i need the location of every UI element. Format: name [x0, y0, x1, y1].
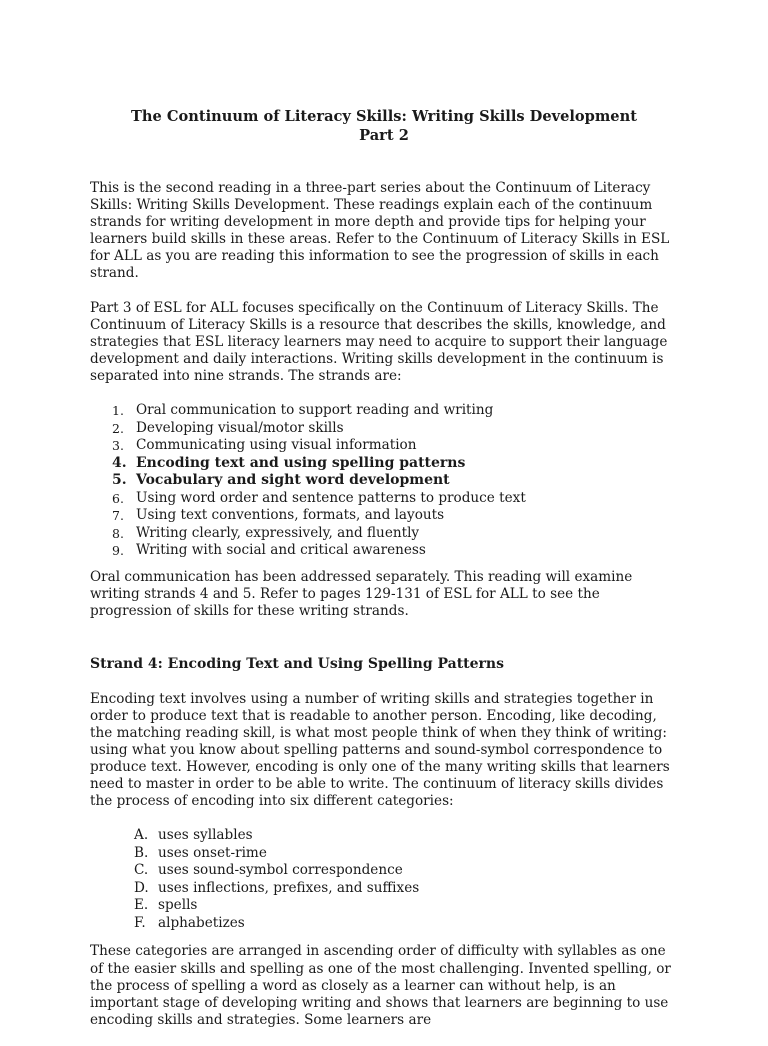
intro-paragraph-2: Part 3 of ESL for ALL focuses specifically on the Continuum of Literacy Skills. The Continuum of Literacy Skills is a resource that describes the skills, knowledge, and strategies that ESL literacy learners may need to acquire to support their language development and daily interactions. Writing skills development in the continuum is separated into nine strands. The strands are:: [90, 299, 668, 384]
list-item-text: Vocabulary and sight word development: [136, 472, 450, 489]
list-item-highlighted: [112, 472, 678, 490]
list-item: [134, 827, 678, 845]
list-item: [112, 542, 678, 560]
list-item-text: Using text conventions, formats, and layouts: [136, 507, 445, 524]
list-letter: B.: [134, 844, 149, 861]
strand4-paragraph-1: Encoding text involves using a number of writing skills and strategies together in order to produce text that is readable to another person. Encoding, like decoding, the matching reading skill, is what most people think of when they think of writing: using what you know about spelling patterns and sound-symbol correspondence to produce text. However, encoding is only one of the many writing skills that learners need to master in order to be able to write. The continuum of literacy skills divides the process of encoding into six different categories:: [90, 690, 670, 810]
list-item-text: uses syllables: [158, 827, 253, 844]
list-item: [112, 402, 678, 420]
list-item-text: Using word order and sentence patterns to produce text: [136, 489, 526, 506]
strand4-heading: Strand 4: Encoding Text and Using Spelling Patterns: [90, 655, 504, 672]
list-number: 1.: [112, 403, 124, 419]
list-item-text: Writing clearly, expressively, and fluently: [136, 524, 420, 541]
list-letter: A.: [134, 827, 149, 844]
list-item-text: alphabetizes: [158, 914, 245, 931]
list-item: [134, 844, 678, 863]
list-number: 7.: [112, 508, 124, 524]
list-number: 5.: [112, 472, 127, 489]
page-title: The Continuum of Literacy Skills: Writing Skills Development: [131, 108, 637, 125]
list-item-text: uses sound-symbol correspondence: [158, 862, 403, 879]
document-page: [90, 108, 678, 1046]
list-item: [112, 489, 678, 508]
list-item: [112, 524, 678, 543]
list-letter: F.: [134, 914, 146, 931]
list-number: 3.: [112, 438, 124, 454]
list-number: 2.: [112, 420, 124, 436]
list-number: 6.: [112, 490, 124, 506]
list-item: [134, 897, 678, 915]
after-strands-paragraph: Oral communication has been addressed separately. This reading will examine writing strands 4 and 5. Refer to pages 129-131 of ESL for ALL to see the progression of skills for these writing strands.: [90, 568, 633, 619]
list-number: 4.: [112, 454, 127, 471]
list-letter: D.: [134, 879, 149, 896]
list-item: [112, 507, 678, 525]
list-item-text: Communicating using visual information: [136, 437, 417, 454]
list-item-text: Writing with social and critical awareness: [136, 542, 426, 559]
list-number: 9.: [112, 543, 124, 559]
list-item-text: Encoding text and using spelling patterns: [136, 454, 466, 471]
list-item-text: uses onset-rime: [158, 844, 267, 861]
intro-paragraph-1: This is the second reading in a three-part series about the Continuum of Literacy Skills: Writing Skills Development. These readings explain each of the continuum strands for writing development in more depth and provide tips for helping your learners build skills in these areas. Refer to the Continuum of Literacy Skills in ESL for ALL as you are reading this information to see the progression of skills in each strand.: [90, 180, 670, 282]
list-letter: C.: [134, 862, 149, 879]
list-item: [134, 862, 678, 880]
list-letter: E.: [134, 897, 149, 914]
list-number: 8.: [112, 525, 124, 541]
list-item-text: spells: [158, 897, 198, 914]
list-item: [112, 419, 678, 438]
categories-list: [90, 827, 678, 932]
list-item: [112, 437, 678, 455]
strand4-paragraph-2: These categories are arranged in ascending order of difficulty with syllables as one of the easier skills and spelling as one of the most challenging. Invented spelling, or the process of spelling a word as closely as a learner can without help, is an important stage of developing writing and shows that learners are beginning to use encoding skills and strategies. Some learners are: [90, 943, 671, 1028]
list-item-text: Oral communication to support reading and writing: [136, 402, 494, 419]
list-item-text: Developing visual/motor skills: [136, 419, 344, 436]
strands-list: [90, 402, 678, 560]
title-block: [90, 108, 678, 145]
list-item: [134, 914, 678, 933]
page-subtitle: Part 2: [359, 126, 409, 144]
list-item-highlighted: [112, 454, 678, 473]
list-item: [134, 879, 678, 898]
list-item-text: uses inflections, prefixes, and suffixes: [158, 879, 420, 896]
